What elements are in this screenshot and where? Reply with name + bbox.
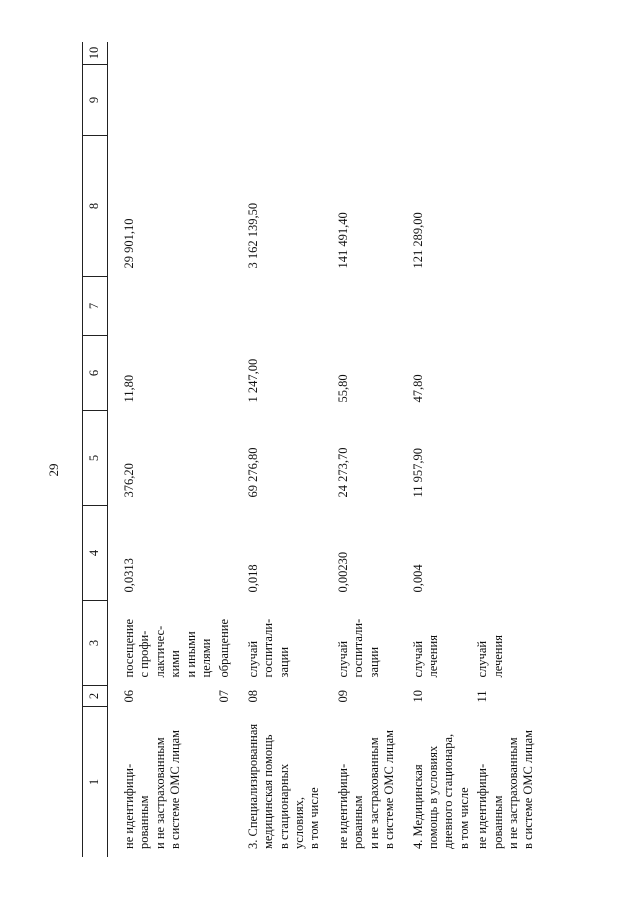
cell-col-9 xyxy=(108,65,215,136)
cell-col-5 xyxy=(214,411,232,506)
cell-col-3: случай лечения xyxy=(410,635,440,678)
cell-col-5: 24 273,70 xyxy=(335,447,350,498)
cell-col-8: 121 289,00 xyxy=(410,212,425,269)
cell-col-4: 0,004 xyxy=(410,564,425,593)
cell-col-8 xyxy=(214,136,232,277)
cell-col-1: 3. Специализированная медицинская помощь в стационарных условиях, в том числе xyxy=(245,723,322,849)
column-header-9: 9 xyxy=(83,65,108,136)
row-spacer-cell xyxy=(233,42,243,857)
cell-col-5: 376,20 xyxy=(122,463,136,498)
cell-col-10 xyxy=(243,42,323,65)
data-table xyxy=(82,42,537,857)
cell-col-3: случай госпитали- зации xyxy=(335,618,381,678)
cell-col-8 xyxy=(472,136,537,277)
column-header-1: 1 xyxy=(83,707,108,858)
column-header-3: 3 xyxy=(83,601,108,686)
column-header-4: 4 xyxy=(83,506,108,601)
cell-col-2: 11 xyxy=(475,690,490,703)
column-header-6: 6 xyxy=(83,336,108,411)
page-number: 29 xyxy=(46,463,61,477)
cell-col-4: 0,018 xyxy=(245,564,260,593)
cell-col-6: 11,80 xyxy=(122,374,136,403)
cell-col-5: 69 276,80 xyxy=(245,447,260,498)
cell-col-8: 29 901,10 xyxy=(122,218,136,269)
cell-col-1: не идентифици- рованным и не застрахованным в системе ОМС лицам xyxy=(122,729,183,849)
cell-col-6 xyxy=(214,336,232,411)
cell-col-10 xyxy=(472,42,537,65)
cell-col-3: случай госпитали- зации xyxy=(245,618,291,678)
row-spacer xyxy=(233,42,243,857)
cell-col-7 xyxy=(214,277,232,336)
cell-col-3: посещение с профи- лактичес- кими и иными целями xyxy=(122,618,214,678)
rotated-table-container xyxy=(82,46,577,857)
cell-col-9 xyxy=(472,65,537,136)
cell-col-7 xyxy=(333,277,398,336)
cell-col-6 xyxy=(472,336,537,411)
column-header-8: 8 xyxy=(83,136,108,277)
cell-col-4 xyxy=(214,506,232,601)
column-header-7: 7 xyxy=(83,277,108,336)
cell-col-2: 08 xyxy=(245,690,260,703)
cell-col-7 xyxy=(243,277,323,336)
row-spacer-cell xyxy=(398,42,408,857)
cell-col-9 xyxy=(333,65,398,136)
cell-col-6: 47,80 xyxy=(410,374,425,403)
cell-col-2: 06 xyxy=(122,690,136,703)
table-body xyxy=(108,42,537,857)
cell-col-8: 141 491,40 xyxy=(335,212,350,269)
cell-col-7 xyxy=(408,277,473,336)
cell-col-1: 4. Медицинская помощь в условиях дневного стационара, в том числе xyxy=(410,733,471,849)
cell-col-8: 3 162 139,50 xyxy=(245,202,260,269)
row-spacer xyxy=(398,42,408,857)
cell-col-7 xyxy=(108,277,215,336)
table-row xyxy=(408,42,473,857)
cell-col-10 xyxy=(108,42,215,65)
cell-col-7 xyxy=(472,277,537,336)
cell-col-10 xyxy=(408,42,473,65)
table-row xyxy=(333,42,398,857)
cell-col-3: обращение xyxy=(217,618,232,678)
row-spacer xyxy=(323,42,333,857)
table-row xyxy=(214,42,232,857)
column-header-10: 10 xyxy=(83,42,108,65)
cell-col-1: не идентифици- рованным и не застрахованным в системе ОМС лицам xyxy=(475,729,536,849)
cell-col-9 xyxy=(214,65,232,136)
table-row xyxy=(472,42,537,857)
cell-col-5: 11 957,90 xyxy=(410,447,425,498)
cell-col-4 xyxy=(472,506,537,601)
table-row xyxy=(243,42,323,857)
table-row xyxy=(108,42,215,857)
column-header-5: 5 xyxy=(83,411,108,506)
table-header-row xyxy=(83,42,108,857)
cell-col-2: 10 xyxy=(410,690,425,703)
cell-col-6: 1 247,00 xyxy=(245,358,260,403)
cell-col-10 xyxy=(214,42,232,65)
cell-col-9 xyxy=(408,65,473,136)
cell-col-1 xyxy=(214,707,232,858)
row-spacer-cell xyxy=(323,42,333,857)
cell-col-6: 55,80 xyxy=(335,374,350,403)
column-header-2: 2 xyxy=(83,686,108,707)
cell-col-9 xyxy=(243,65,323,136)
cell-col-4: 0,00230 xyxy=(335,551,350,593)
cell-col-4: 0,0313 xyxy=(122,558,136,593)
cell-col-10 xyxy=(333,42,398,65)
cell-col-2: 07 xyxy=(217,690,232,703)
cell-col-2: 09 xyxy=(335,690,350,703)
cell-col-1: не идентифици- рованным и не застрахованным в системе ОМС лицам xyxy=(335,729,397,849)
cell-col-3: случай лечения xyxy=(475,635,505,678)
cell-col-5 xyxy=(472,411,537,506)
